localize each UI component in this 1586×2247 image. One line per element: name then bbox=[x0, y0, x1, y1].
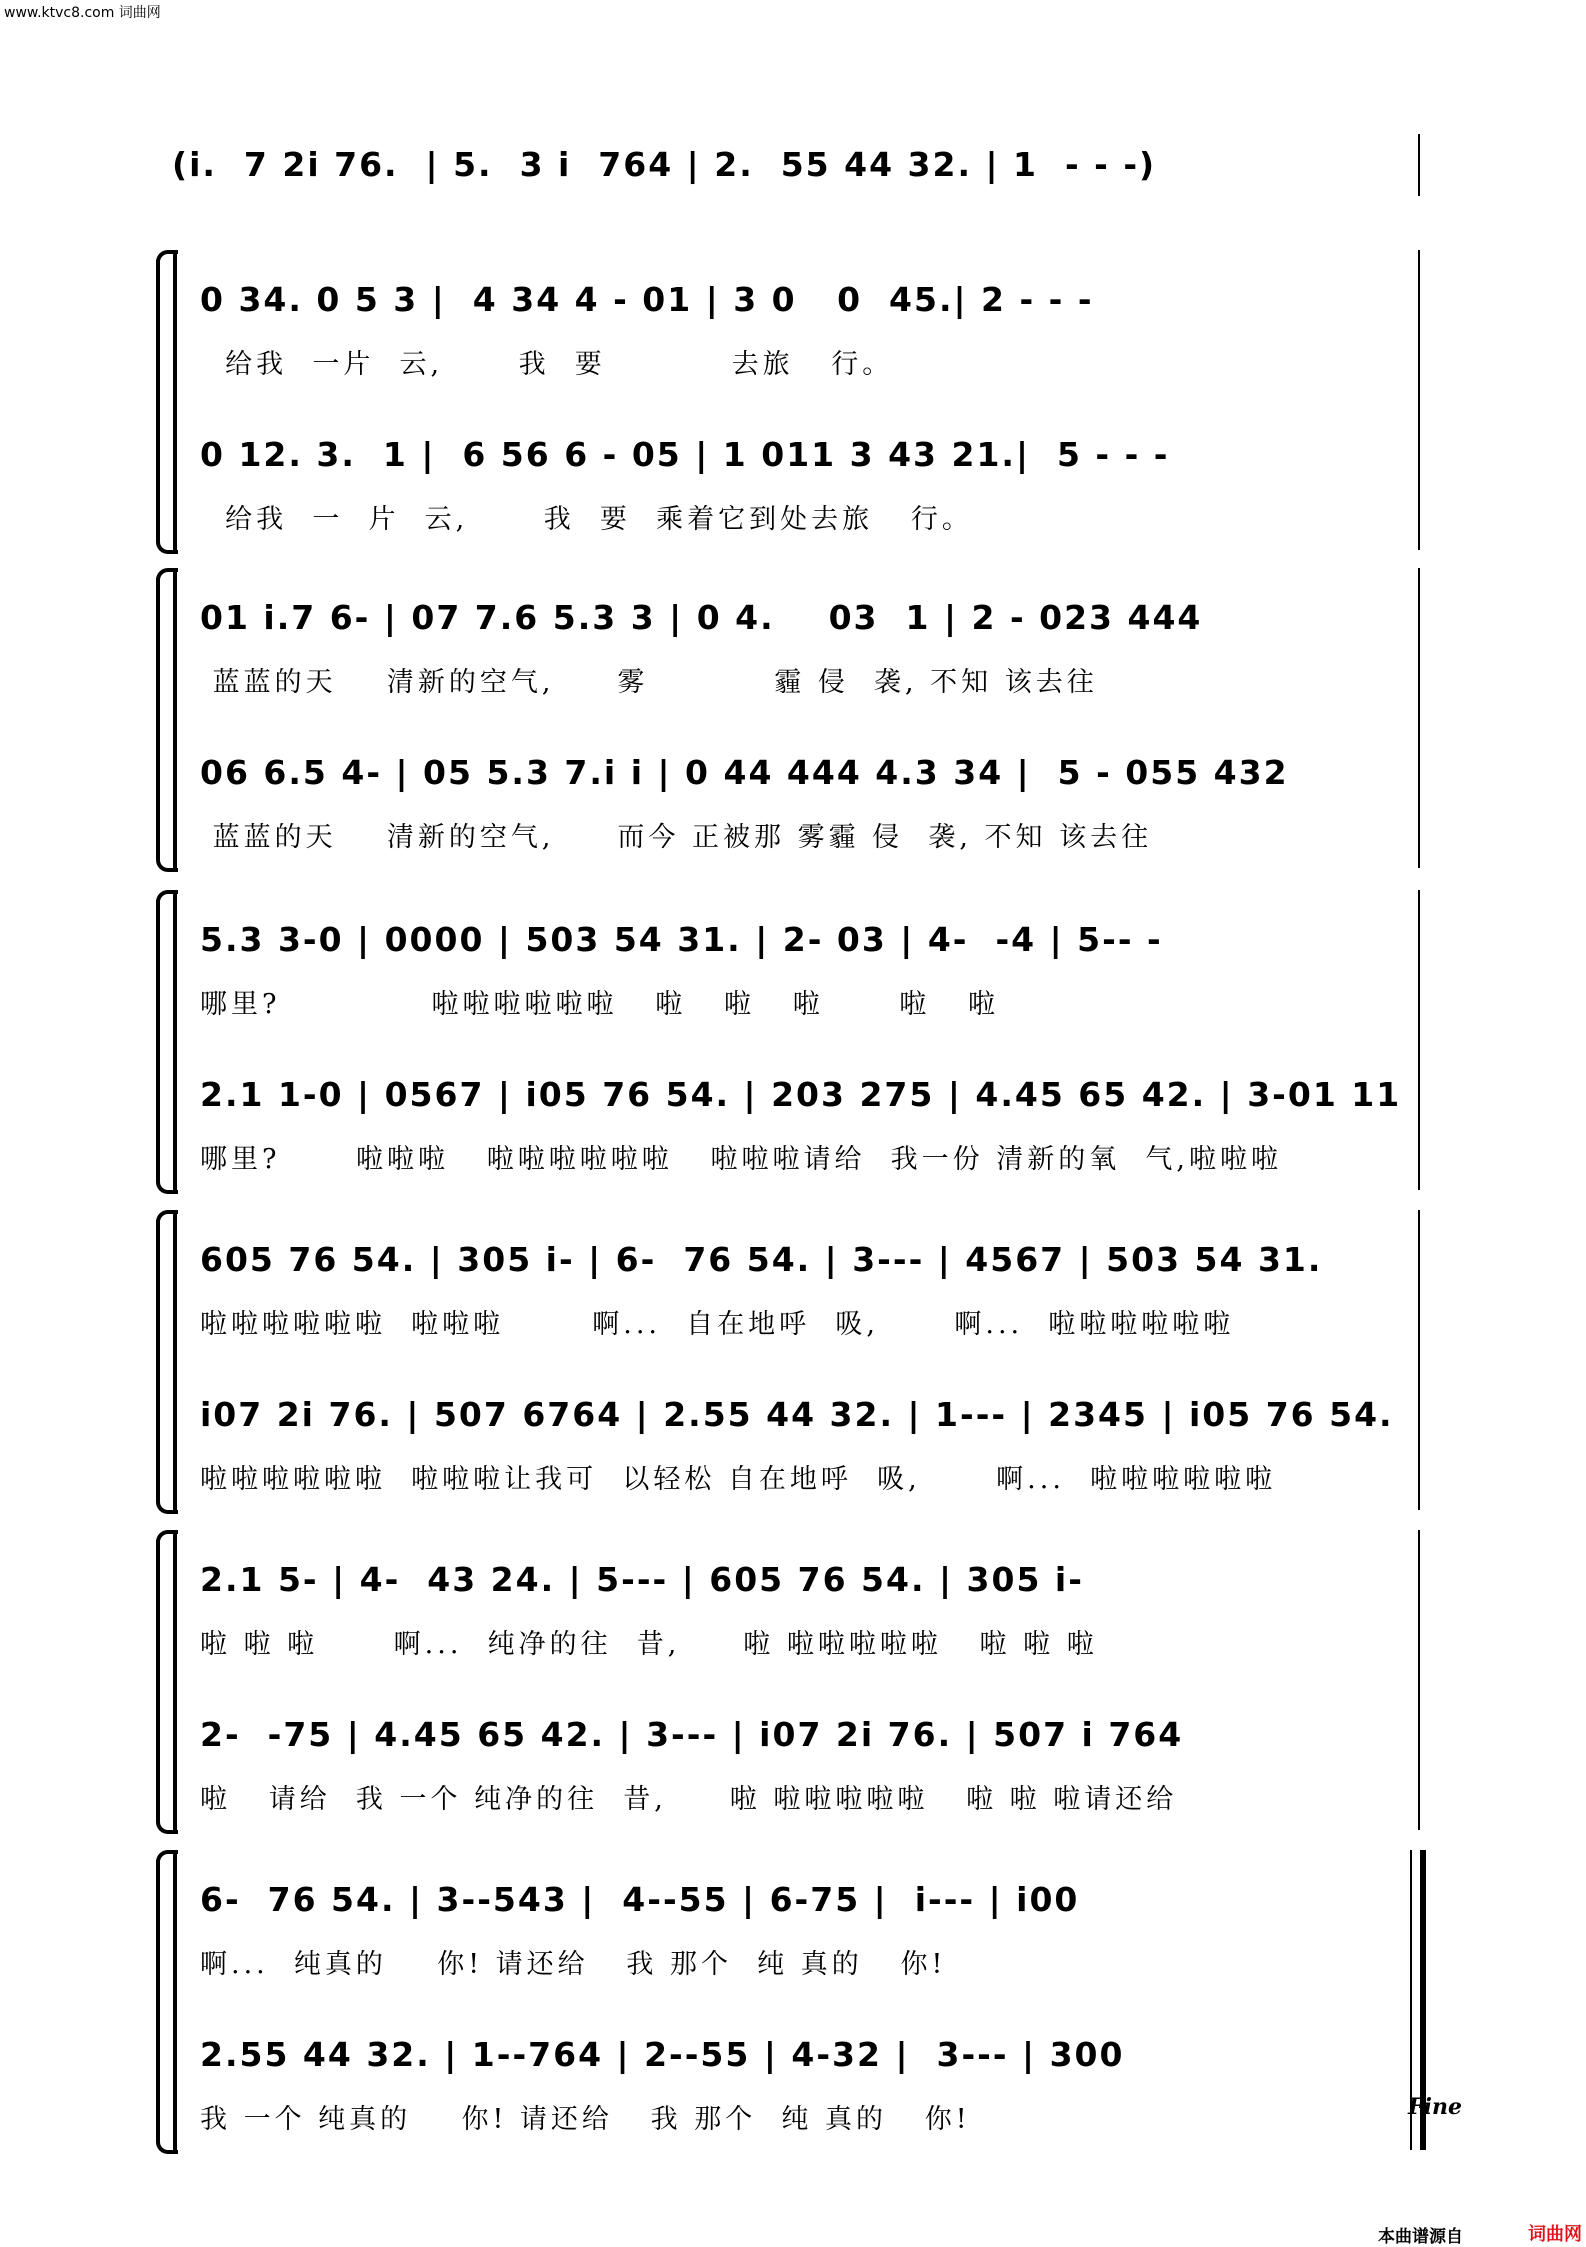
voice2-notes: 0 12. 3. 1 | 6 56 6 - 05 | 1 011 3 43 21.| 5 - - - bbox=[200, 435, 1170, 474]
footer-source: 本曲谱源自 bbox=[1378, 2227, 1463, 2247]
system-barline bbox=[173, 250, 177, 550]
voice2-lyrics: 我 一个 纯真的 你! 请还给 我 那个 纯 真的 你! bbox=[200, 2104, 971, 2135]
voice1-notes: 2.1 5- | 4- 43 24. | 5--- | 605 76 54. | 305 i- bbox=[200, 1560, 1084, 1599]
voice1-lyrics: 哪里? 啦啦啦啦啦啦 啦 啦 啦 啦 啦 bbox=[200, 989, 999, 1020]
voice1-lyrics: 给我 一片 云, 我 要 去旅 行。 bbox=[200, 349, 894, 380]
voice2-notes: i07 2i 76. | 507 6764 | 2.55 44 32. | 1--- | 2345 | i05 76 54. bbox=[200, 1395, 1394, 1434]
voice2-lyrics: 蓝蓝的天 清新的空气, 而今 正被那 雾霾 侵 袭, 不知 该去往 bbox=[200, 822, 1153, 853]
system-barline bbox=[173, 890, 177, 1190]
system-end-barline bbox=[1418, 1530, 1420, 1830]
voice1-notes: 01 i.7 6- | 07 7.6 5.3 3 | 0 4. 03 1 | 2 - 023 444 bbox=[200, 598, 1203, 637]
voice1-notes: 605 76 54. | 305 i- | 6- 76 54. | 3--- | 4567 | 503 54 31. bbox=[200, 1240, 1323, 1279]
system-bracket-line bbox=[156, 1860, 160, 2140]
system-end-barline bbox=[1418, 1210, 1420, 1510]
system-bracket-line bbox=[156, 1220, 160, 1500]
system-end-barline bbox=[1418, 568, 1420, 868]
system-barline bbox=[173, 568, 177, 868]
voice2-notes: 2.55 44 32. | 1--764 | 2--55 | 4-32 | 3--- | 300 bbox=[200, 2035, 1125, 2074]
voice1-notes: 5.3 3-0 | 0000 | 503 54 31. | 2- 03 | 4- -4 | 5-- - bbox=[200, 920, 1163, 959]
system-bracket-line bbox=[156, 260, 160, 540]
system-end-barline bbox=[1418, 890, 1420, 1190]
voice1-lyrics: 啊... 纯真的 你! 请还给 我 那个 纯 真的 你! bbox=[200, 1949, 947, 1980]
system-barline bbox=[173, 1210, 177, 1510]
system-bracket-line bbox=[156, 900, 160, 1180]
voice1-lyrics: 啦啦啦啦啦啦 啦啦啦 啊... 自在地呼 吸, 啊... 啦啦啦啦啦啦 bbox=[200, 1309, 1235, 1340]
voice2-notes: 2- -75 | 4.45 65 42. | 3--- | i07 2i 76. | 507 i 764 bbox=[200, 1715, 1184, 1754]
intro-end-barline bbox=[1418, 134, 1420, 196]
system-bracket-line bbox=[156, 1540, 160, 1820]
voice2-lyrics: 啦 请给 我 一个 纯净的往 昔, 啦 啦啦啦啦啦 啦 啦 啦请还给 bbox=[200, 1784, 1178, 1815]
system-barline bbox=[173, 1850, 177, 2150]
voice2-notes: 2.1 1-0 | 0567 | i05 76 54. | 203 275 | 4.45 65 42. | 3-01 11 bbox=[200, 1075, 1402, 1114]
voice1-lyrics: 啦 啦 啦 啊... 纯净的往 昔, 啦 啦啦啦啦啦 啦 啦 啦 bbox=[200, 1629, 1098, 1660]
voice2-notes: 06 6.5 4- | 05 5.3 7.i i | 0 44 444 4.3 34 | 5 - 055 432 bbox=[200, 753, 1289, 792]
voice2-lyrics: 啦啦啦啦啦啦 啦啦啦让我可 以轻松 自在地呼 吸, 啊... 啦啦啦啦啦啦 bbox=[200, 1464, 1277, 1495]
system-end-barline bbox=[1418, 250, 1420, 550]
voice2-lyrics: 哪里? 啦啦啦 啦啦啦啦啦啦 啦啦啦请给 我一份 清新的氧 气,啦啦啦 bbox=[200, 1144, 1282, 1175]
intro-notes: (i. 7 2i 76. | 5. 3 i 764 | 2. 55 44 32. | 1 - - -) bbox=[172, 145, 1157, 184]
system-barline bbox=[173, 1530, 177, 1830]
fine-marking: Fine bbox=[1408, 2094, 1462, 2120]
voice1-lyrics: 蓝蓝的天 清新的空气, 雾 霾 侵 袭, 不知 该去往 bbox=[200, 667, 1098, 698]
voice1-notes: 6- 76 54. | 3--543 | 4--55 | 6-75 | i--- | i00 bbox=[200, 1880, 1080, 1919]
system-bracket-line bbox=[156, 578, 160, 858]
footer-brand: 词曲网 bbox=[1528, 2224, 1582, 2245]
voice1-notes: 0 34. 0 5 3 | 4 34 4 - 01 | 3 0 0 45.| 2 - - - bbox=[200, 280, 1094, 319]
voice2-lyrics: 给我 一 片 云, 我 要 乘着它到处去旅 行。 bbox=[200, 504, 973, 535]
site-header: www.ktvc8.com 词曲网 bbox=[4, 5, 161, 21]
